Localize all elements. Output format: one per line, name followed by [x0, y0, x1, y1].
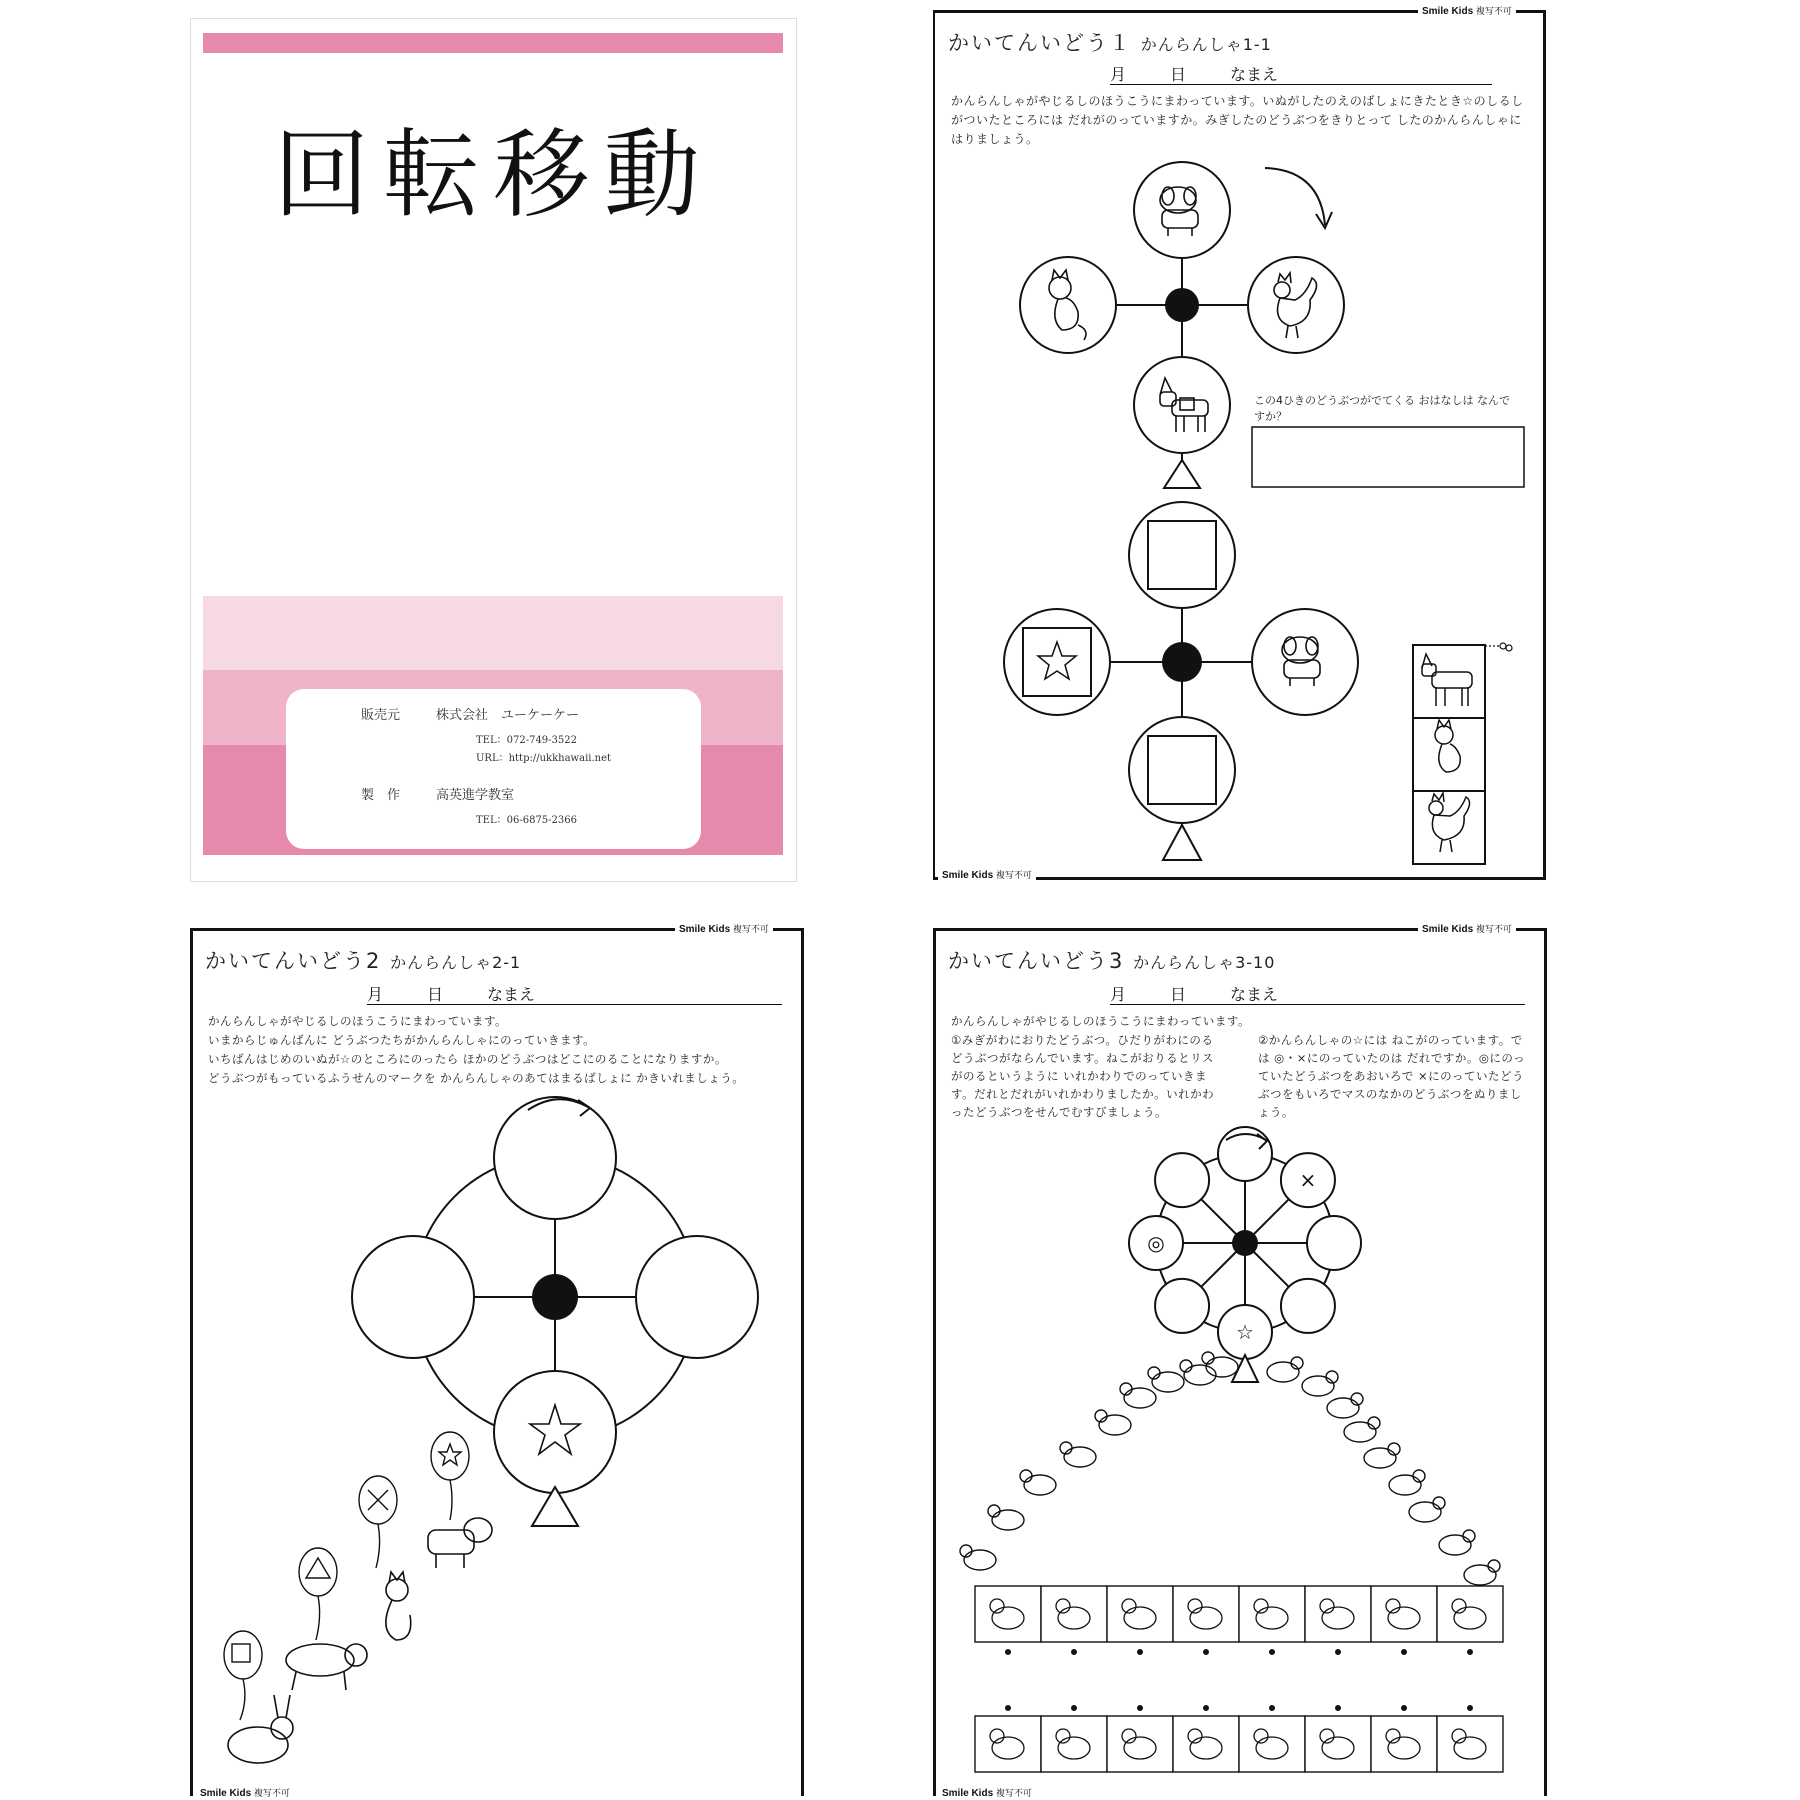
ws3-seat-5 [1155, 1279, 1209, 1333]
animal-sketch [1327, 1398, 1359, 1418]
animal-box-cat [975, 1716, 1041, 1772]
animal-sketch [1389, 1475, 1421, 1495]
connect-dot [1071, 1705, 1077, 1711]
ws3-mark-0: × [1299, 1168, 1317, 1193]
ws3-name-row: 月 日 なまえ [1110, 982, 1525, 1005]
animal-sketch [992, 1510, 1024, 1530]
animal-box-squirrel [1239, 1586, 1305, 1642]
connect-dot [1335, 1705, 1341, 1711]
seller-name: 株式会社 ユーケーケー [436, 708, 580, 723]
animal-box-duck [1041, 1716, 1107, 1772]
connect-dot [1401, 1705, 1407, 1711]
animal-sketch [1302, 1376, 1334, 1396]
connect-dot [1137, 1705, 1143, 1711]
connect-dot [1269, 1649, 1275, 1655]
brand-label: Smile Kids 複写不可 [675, 922, 773, 935]
ws1-question: この4ひきのどうぶつがでてくる おはなしは なんですか？ [1254, 394, 1510, 423]
animal-sketch [1267, 1362, 1299, 1382]
animal-box-cow [1371, 1716, 1437, 1772]
brand-label: Smile Kids 複写不可 [1418, 922, 1516, 935]
animal-box-monkey [1173, 1586, 1239, 1642]
maker-tel: TEL：06-6875-2366 [476, 815, 577, 826]
ws2-name-row: 月 日 なまえ [367, 982, 782, 1005]
ws3-seat-2 [1307, 1216, 1361, 1270]
ws3-title: かいてんいどう3 かんらんしゃ3-10 [948, 949, 1276, 973]
connect-dot [1269, 1705, 1275, 1711]
animal-sketch [1064, 1447, 1096, 1467]
connect-dot [1335, 1649, 1341, 1655]
connect-dot [1137, 1649, 1143, 1655]
connect-dot [1005, 1705, 1011, 1711]
animal-box-deer [1107, 1586, 1173, 1642]
maker-name: 高英進学教室 [436, 788, 515, 803]
ws1-name-row: 月 日 なまえ [1110, 62, 1492, 85]
ws2-title: かいてんいどう2 かんらんしゃ2-1 [205, 949, 522, 973]
ws1-instruction: かんらんしゃがやじるしのほうこうにまわっています。いぬがしたのえのばしょにきたとき☆のしるしがついたところには だれがのっていますか。みぎしたのどうぶつをきりとって したのかんらんしゃにはりましょう。 [951, 94, 1524, 146]
animal-sketch [1024, 1475, 1056, 1495]
animal-box-boar [1041, 1586, 1107, 1642]
animal-box-alpaca [1437, 1716, 1503, 1772]
animal-box-goat [1107, 1716, 1173, 1772]
seller-url[interactable]: URL：http://ukkhawaii.net [476, 753, 612, 764]
brand-label: Smile Kids 複写不可 [938, 868, 1036, 881]
connect-dot [1203, 1705, 1209, 1711]
animal-sketch [1099, 1415, 1131, 1435]
animal-sketch [1439, 1535, 1471, 1555]
brand-label: Smile Kids 複写不可 [196, 1786, 294, 1799]
animal-sketch [1124, 1388, 1156, 1408]
ws3-seat-3 [1281, 1279, 1335, 1333]
connect-dot [1071, 1649, 1077, 1655]
cover-title: 回転移動 [273, 119, 714, 231]
animal-sketch [964, 1550, 996, 1570]
animal-box-panda [975, 1586, 1041, 1642]
maker-label: 製 作 [361, 788, 401, 803]
connect-dot [1467, 1705, 1473, 1711]
animal-sketch [1464, 1565, 1496, 1585]
animal-sketch [1344, 1422, 1376, 1442]
animal-box-raccoon [1437, 1586, 1503, 1642]
ws3-intro: かんらんしゃがやじるしのほうこうにまわっています。 [951, 1014, 1250, 1028]
ws3-question-2: ②かんらんしゃの☆には ねこがのっています。では ◎・×にのっていたのは だれですか。◎にのっていたどうぶつをあおいろで ×にのっていたどうぶつをもいろでマスのなかのどうぶつをぬりましょう。 [1258, 1033, 1526, 1119]
ws3-mark-1: ◎ [1147, 1231, 1165, 1255]
connect-dot [1467, 1649, 1473, 1655]
seller-label: 販売元 [361, 708, 401, 723]
animal-sketch [1152, 1372, 1184, 1392]
connect-dot [1203, 1649, 1209, 1655]
animal-box-dachshund [1173, 1716, 1239, 1772]
animal-box-fox [1371, 1586, 1437, 1642]
animal-sketch [1409, 1502, 1441, 1522]
brand-label: Smile Kids 複写不可 [1418, 4, 1516, 17]
ws3-question-1: ①みぎがわにおりたどうぶつ。ひだりがわにのるどうぶつがならんでいます。ねこがおりるとリスがのるというように いれかわりでのっていきます。だれとだれがいれかわりましたか。いれかわったどうぶつをせんでむすびましょう。 [951, 1033, 1215, 1119]
ws3-seat-7 [1155, 1153, 1209, 1207]
animal-box-pig [1239, 1716, 1305, 1772]
ws3-seat-0 [1218, 1127, 1272, 1181]
animal-box-sheep [1305, 1716, 1371, 1772]
seller-tel: TEL：072-749-3522 [476, 735, 577, 746]
animal-sketch [1364, 1448, 1396, 1468]
animal-box-bear [1305, 1586, 1371, 1642]
brand-label: Smile Kids 複写不可 [938, 1786, 1036, 1799]
connect-dot [1005, 1649, 1011, 1655]
connect-dot [1401, 1649, 1407, 1655]
ws1-title: かいてんいどう１ かんらんしゃ1-1 [948, 31, 1272, 55]
ws3-mark-2: ☆ [1236, 1320, 1254, 1344]
ws2-instruction: かんらんしゃがやじるしのほうこうにまわっています。 いまからじゅんばんに どうぶつたちがかんらんしゃにのっていきます。 いちばんはじめのいぬが☆のところにのったら ほかのどうぶつはどこにのることになりますか。 どうぶつがもっているふうせんのマークを かんらんしゃのあてはまるばしょに かきいれましょう。 [208, 1014, 745, 1085]
